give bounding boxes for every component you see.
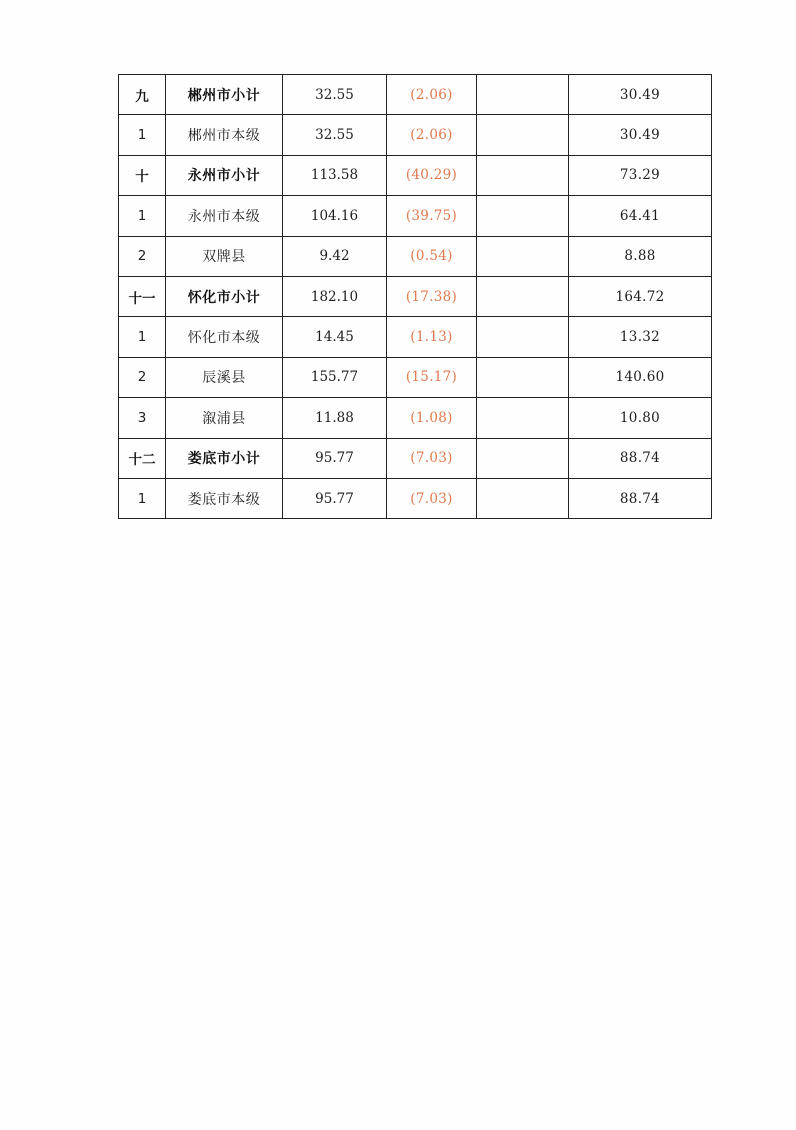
deduction-cell: (15.17) xyxy=(387,357,477,397)
row-index: 十一 xyxy=(119,276,166,316)
blank-cell xyxy=(477,196,569,236)
region-name: 怀化市本级 xyxy=(166,317,283,357)
blank-cell xyxy=(477,438,569,478)
table-row xyxy=(119,357,712,397)
deduction-cell: (1.08) xyxy=(387,398,477,438)
deduction-cell: (39.75) xyxy=(387,196,477,236)
blank-cell xyxy=(477,317,569,357)
blank-cell xyxy=(477,75,569,115)
total-cell: 30.49 xyxy=(569,115,712,155)
amount-cell: 9.42 xyxy=(283,236,387,276)
region-name: 双牌县 xyxy=(166,236,283,276)
row-index: 九 xyxy=(119,75,166,115)
table-row xyxy=(119,196,712,236)
row-index: 2 xyxy=(119,236,166,276)
table-row xyxy=(119,115,712,155)
row-index: 1 xyxy=(119,317,166,357)
amount-cell: 32.55 xyxy=(283,75,387,115)
region-name: 永州市本级 xyxy=(166,196,283,236)
region-name: 娄底市小计 xyxy=(166,438,283,478)
blank-cell xyxy=(477,276,569,316)
region-name: 郴州市本级 xyxy=(166,115,283,155)
total-cell: 8.88 xyxy=(569,236,712,276)
row-index: 2 xyxy=(119,357,166,397)
table-row xyxy=(119,155,712,195)
deduction-cell: (40.29) xyxy=(387,155,477,195)
row-index: 1 xyxy=(119,478,166,518)
amount-cell: 104.16 xyxy=(283,196,387,236)
total-cell: 140.60 xyxy=(569,357,712,397)
amount-cell: 14.45 xyxy=(283,317,387,357)
total-cell: 30.49 xyxy=(569,75,712,115)
table-row xyxy=(119,75,712,115)
deduction-cell: (7.03) xyxy=(387,438,477,478)
row-index: 十二 xyxy=(119,438,166,478)
table-row xyxy=(119,478,712,518)
table-body xyxy=(119,75,712,519)
deduction-cell: (2.06) xyxy=(387,115,477,155)
region-name: 娄底市本级 xyxy=(166,478,283,518)
deduction-cell: (2.06) xyxy=(387,75,477,115)
row-index: 1 xyxy=(119,115,166,155)
row-index: 十 xyxy=(119,155,166,195)
blank-cell xyxy=(477,478,569,518)
total-cell: 13.32 xyxy=(569,317,712,357)
blank-cell xyxy=(477,115,569,155)
total-cell: 164.72 xyxy=(569,276,712,316)
region-name: 永州市小计 xyxy=(166,155,283,195)
region-name: 郴州市小计 xyxy=(166,75,283,115)
amount-cell: 182.10 xyxy=(283,276,387,316)
amount-cell: 113.58 xyxy=(283,155,387,195)
table-row xyxy=(119,438,712,478)
amount-cell: 95.77 xyxy=(283,478,387,518)
deduction-cell: (0.54) xyxy=(387,236,477,276)
allocation-table xyxy=(118,74,712,519)
blank-cell xyxy=(477,155,569,195)
total-cell: 64.41 xyxy=(569,196,712,236)
table-row xyxy=(119,236,712,276)
deduction-cell: (1.13) xyxy=(387,317,477,357)
total-cell: 73.29 xyxy=(569,155,712,195)
amount-cell: 11.88 xyxy=(283,398,387,438)
amount-cell: 32.55 xyxy=(283,115,387,155)
total-cell: 88.74 xyxy=(569,438,712,478)
amount-cell: 155.77 xyxy=(283,357,387,397)
region-name: 怀化市小计 xyxy=(166,276,283,316)
table-row xyxy=(119,398,712,438)
deduction-cell: (17.38) xyxy=(387,276,477,316)
total-cell: 88.74 xyxy=(569,478,712,518)
blank-cell xyxy=(477,236,569,276)
blank-cell xyxy=(477,398,569,438)
region-name: 溆浦县 xyxy=(166,398,283,438)
amount-cell: 95.77 xyxy=(283,438,387,478)
table-row xyxy=(119,317,712,357)
region-name: 辰溪县 xyxy=(166,357,283,397)
total-cell: 10.80 xyxy=(569,398,712,438)
deduction-cell: (7.03) xyxy=(387,478,477,518)
blank-cell xyxy=(477,357,569,397)
row-index: 1 xyxy=(119,196,166,236)
row-index: 3 xyxy=(119,398,166,438)
table-row xyxy=(119,276,712,316)
